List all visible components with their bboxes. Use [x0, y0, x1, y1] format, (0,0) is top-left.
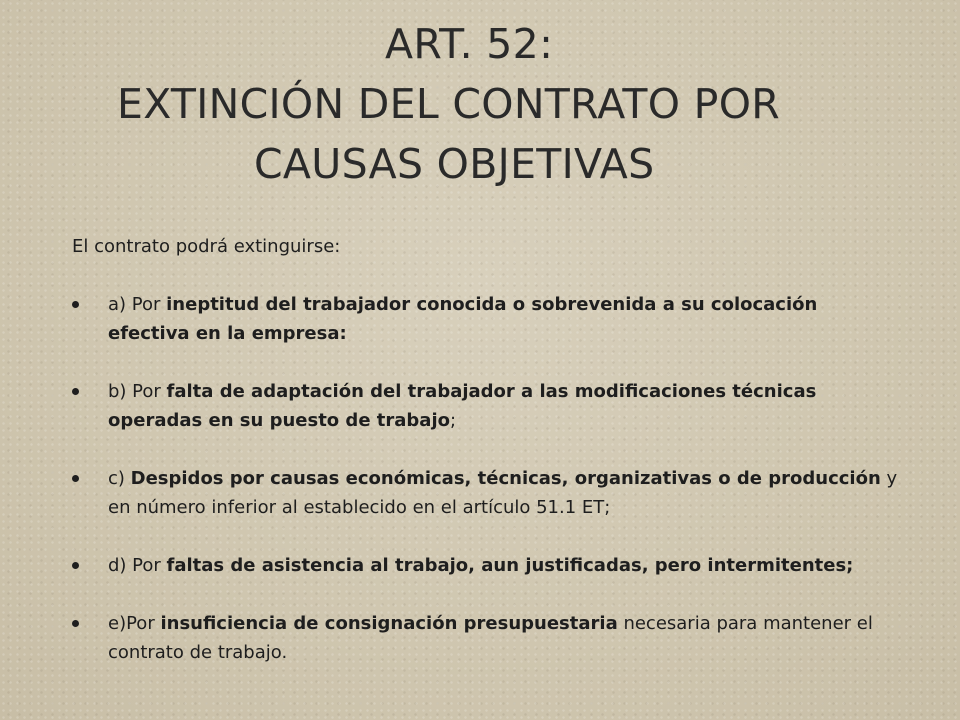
cause-prefix: c)	[108, 468, 131, 489]
cause-emphasis: ineptitud del trabajador conocida o sobrevenida a su colocación efectiva en la empresa:	[108, 294, 818, 344]
cause-list	[72, 290, 902, 667]
cause-prefix: d) Por	[108, 555, 167, 576]
title-line-article: ART. 52:	[385, 20, 554, 68]
cause-emphasis: faltas de asistencia al trabajo, aun justificadas, pero intermitentes;	[166, 555, 854, 576]
slide-title	[0, 14, 960, 194]
cause-emphasis: insuficiencia de consignación presupuestaria	[160, 613, 618, 634]
bullet-icon	[72, 301, 79, 308]
bullet-icon	[72, 620, 79, 627]
cause-item-c	[72, 464, 902, 522]
intro-text: El contrato podrá extinguirse:	[72, 236, 341, 257]
cause-prefix: b) Por	[108, 381, 167, 402]
title-line-heading: EXTINCIÓN DEL CONTRATO POR	[117, 80, 781, 128]
cause-item-e	[72, 609, 902, 667]
cause-item-a	[72, 290, 902, 348]
cause-item-d	[72, 551, 902, 580]
title-line-subheading: CAUSAS OBJETIVAS	[254, 140, 655, 188]
cause-rest: y en número inferior al establecido en el artículo 51.1 ET;	[108, 468, 898, 518]
bullet-icon	[72, 562, 79, 569]
cause-item-b	[72, 377, 902, 435]
cause-prefix: e)Por	[108, 613, 161, 634]
cause-rest: ;	[450, 410, 457, 431]
bullet-icon	[72, 388, 79, 395]
cause-prefix: a) Por	[108, 294, 167, 315]
cause-emphasis: falta de adaptación del trabajador a las modificaciones técnicas operadas en su puesto de trabajo	[108, 381, 817, 431]
cause-rest: necesaria para mantener el contrato de trabajo.	[108, 613, 873, 663]
cause-emphasis: Despidos por causas económicas, técnicas, organizativas o de producción	[130, 468, 881, 489]
bullet-icon	[72, 475, 79, 482]
